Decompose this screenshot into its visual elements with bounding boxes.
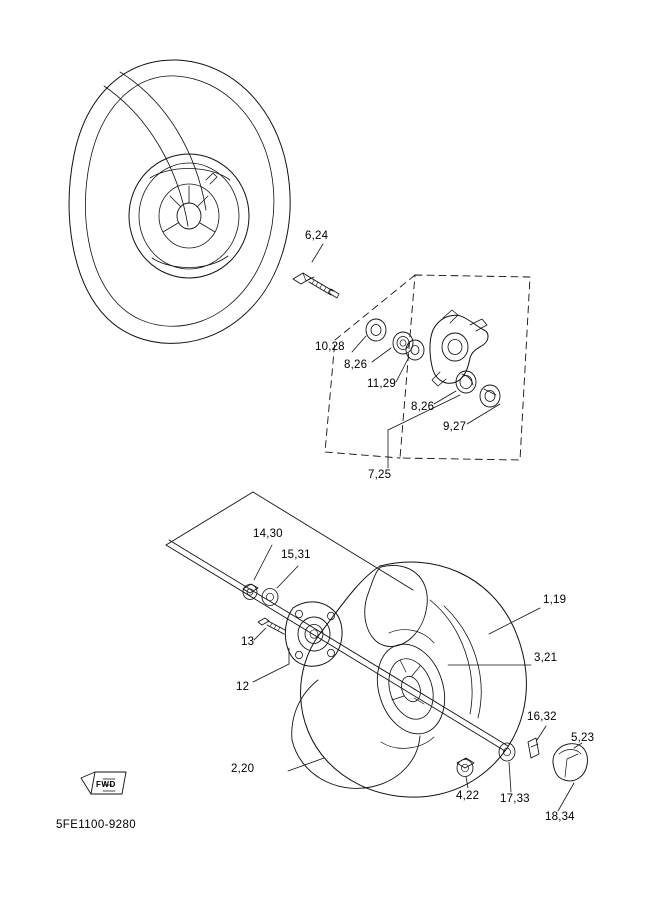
- callout-12: 12: [236, 681, 250, 693]
- callout-15-31: 15,31: [281, 549, 311, 561]
- callout-9-27: 9,27: [443, 421, 467, 433]
- callout-3-21: 3,21: [534, 652, 558, 664]
- callout-6-24: 6,24: [305, 230, 329, 242]
- callout-14-30: 14,30: [253, 528, 283, 540]
- callout-10-28: 10,28: [315, 341, 345, 353]
- leader-lines-upper: [312, 244, 500, 468]
- callout-1-19: 1,19: [543, 594, 567, 606]
- hub-assembly: [243, 584, 342, 666]
- bearing-nut-right: [456, 371, 500, 407]
- front-tire-upper: [69, 60, 290, 343]
- front-tire-lower: [292, 562, 527, 797]
- callout-18-34: 18,34: [545, 811, 575, 823]
- callout-8-26-left: 8,26: [344, 359, 368, 371]
- callout-17-33: 17,33: [500, 793, 530, 805]
- bottom-right-small-parts: [457, 738, 587, 781]
- callout-11-29: 11,29: [367, 378, 396, 390]
- callout-13: 13: [241, 636, 255, 648]
- callout-5-23: 5,23: [571, 732, 595, 744]
- leader-lines-lower: [288, 608, 582, 811]
- callout-7-25: 7,25: [368, 469, 392, 481]
- fwd-label: FWD: [96, 780, 116, 789]
- bearing-collar-stack: [366, 319, 424, 360]
- wheel-axle-shaft: [166, 492, 508, 751]
- callout-4-22: 4,22: [456, 790, 480, 802]
- callout-8-26-right: 8,26: [411, 401, 435, 413]
- drawing-part-number: 5FE1100-9280: [56, 819, 137, 831]
- callout-16-32: 16,32: [527, 711, 557, 723]
- axle-bolt: [293, 273, 339, 298]
- leader-lines-hub: [253, 545, 298, 682]
- callout-2-20: 2,20: [231, 763, 255, 775]
